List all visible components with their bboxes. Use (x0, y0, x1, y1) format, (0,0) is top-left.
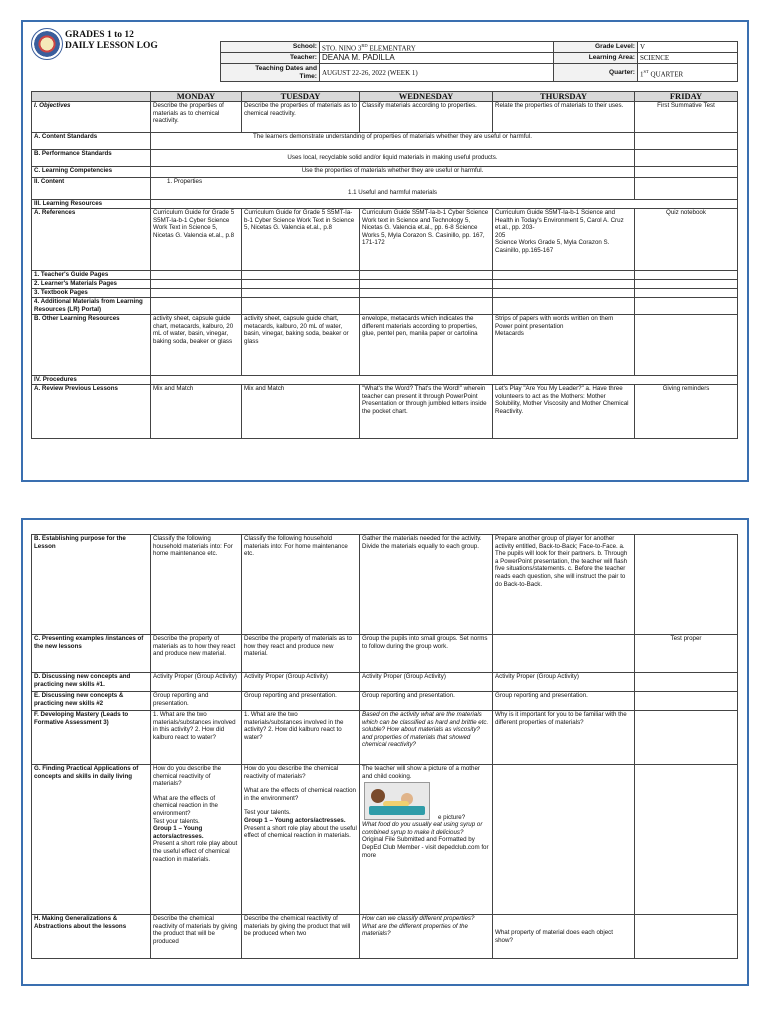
row-label: I. Objectives (32, 102, 151, 133)
cell-thursday: Curriculum Guide S5MT-Ia-b-1 Science and Health in Today's Environment 5, Carol A. Cruz et.al., pp. 203- 205 Science Works Grade 5, Myla Corazon S. Casinillo, pp.165-167 (493, 209, 635, 271)
competencies-row (32, 167, 738, 178)
day-header-blank (32, 92, 151, 102)
additional-materials-row (32, 298, 738, 315)
performance-standards-text: Uses local, recyclable solid and/or liquid materials in making useful products. (151, 150, 635, 167)
cell-tuesday: Mix and Match (242, 385, 360, 439)
cell-thursday: Let's Play "Are You My Leader?" a. Have three volunteers to act as the Mothers: Mother Solubility, Mother Viscosity and Mother Chemical Reactivity. (493, 385, 635, 439)
log-title (65, 30, 158, 52)
cell-tuesday: Describe the property of materials as to how they react and produce new material. (242, 635, 360, 673)
content-line-1: 1. Properties (167, 178, 203, 185)
generalizations-row (32, 915, 738, 959)
purpose-row (32, 535, 738, 635)
cell-monday: Describe the chemical reactivity of materials by giving the product that will be produced (151, 915, 242, 959)
content-standards-row (32, 133, 738, 150)
row-label: A. Review Previous Lessons (32, 385, 151, 439)
teaching-dates-label: Teaching Dates and Time: (221, 64, 320, 82)
review-row (32, 385, 738, 439)
school-value: STO. NINO 3RD ELEMENTARY (320, 42, 554, 53)
day-thursday: THURSDAY (493, 92, 635, 102)
cell-monday: activity sheet, capsule guide chart, metacards, kalburo, 20 mL of water, basin, vinegar, baking soda, beaker or glass (151, 315, 242, 376)
cell-tuesday: Describe the chemical reactivity of materials by giving the product that will be produced when two (242, 915, 360, 959)
cell-tuesday: Describe the properties of materials as to chemical reactivity. (242, 102, 360, 133)
procedures-row (32, 376, 738, 385)
cell-wednesday: Curriculum Guide S5MT-Ia-b-1 Cyber Science Work text in Science and Technology 5, Nicetas G. Valencia et.al., pp. 6-8 Science Works 5, Myla Corazon S. Casinillo, pp. 167, 171-172 (360, 209, 493, 271)
cell-tuesday: Group reporting and presentation. (242, 692, 360, 711)
learners-materials-row (32, 280, 738, 289)
grade-level-label: Grade Level: (554, 42, 638, 53)
cell-thursday: Relate the properties of materials to their uses. (493, 102, 635, 133)
cell-wednesday: How can we classify different properties? What are the different properties of the materials? (360, 915, 493, 959)
cell-thursday: Group reporting and presentation. (493, 692, 635, 711)
title-line-2: DAILY LESSON LOG (65, 41, 158, 51)
row-label: C. Presenting examples /instances of the new lessons (32, 635, 151, 673)
row-label: H. Making Generalizations & Abstractions about the lessons (32, 915, 151, 959)
cell-monday: Classify the following household materials into: For home maintenance etc. (151, 535, 242, 635)
row-label: C. Learning Competencies (32, 167, 151, 178)
cell-monday: Curriculum Guide for Grade 5 S5MT-Ia-b-1 Cyber Science Work Text in Science 5, Nicetas G. Valencia et.al., p.8 (151, 209, 242, 271)
quarter-value: 1ST QUARTER (638, 64, 738, 82)
row-label: 4. Additional Materials from Learning Resources (LR) Portal) (32, 298, 151, 315)
row-label: E. Discussing new concepts & practicing new skills #2 (32, 692, 151, 711)
discussing-1-row (32, 673, 738, 692)
cell-thursday: Activity Proper (Group Activity) (493, 673, 635, 692)
row-label: G. Finding Practical Applications of concepts and skills in daily living (32, 765, 151, 915)
day-monday: MONDAY (151, 92, 242, 102)
grade-level-value: V (638, 42, 738, 53)
page-2 (21, 518, 749, 986)
cell-wednesday: "What's the Word? That's the Word!" wherein teacher can present it through PowerPoint Presentation or through jumbled letters inside the pocket chart. (360, 385, 493, 439)
lesson-table-page-2 (31, 534, 738, 959)
mastery-row (32, 711, 738, 765)
school-label: School: (221, 42, 320, 53)
cell-wednesday: Group the pupils into small groups. Set norms to follow during the group work. (360, 635, 493, 673)
day-tuesday: TUESDAY (242, 92, 360, 102)
cell-wednesday: envelope, metacards which indicates the different materials according to properties, glue, pentel pen, manila paper or cartolina (360, 315, 493, 376)
cell-friday: First Summative Test (635, 102, 738, 133)
cell-thursday: What property of material does each object show? (493, 915, 635, 959)
title-line-1: GRADES 1 to 12 (65, 30, 134, 40)
lesson-table-page-1 (31, 91, 738, 439)
teachers-guide-row (32, 271, 738, 280)
cell-monday: 1. What are the two materials/substances involved in this activity? 2. How did kalburo react to water? (151, 711, 242, 765)
presenting-row (32, 635, 738, 673)
row-label: F. Developing Mastery (Leads to Formative Assessment 3) (32, 711, 151, 765)
other-resources-row (32, 315, 738, 376)
teaching-dates-value: AUGUST 22-26, 2022 (WEEK 1) (320, 64, 554, 82)
objectives-row (32, 102, 738, 133)
row-label: A. Content Standards (32, 133, 151, 150)
quarter-label: Quarter: (554, 64, 638, 82)
cell-thursday: Prepare another group of player for another activity entitled, Back-to-Back; Face-to-Face. a. The pupils will look for their partners. b. Through a PowerPoint presentation, the teacher will flash five situations/statements. c. Before the teacher reads each question, she will instruct the pair to do Back-to-Back. (493, 535, 635, 635)
row-label: 1. Teacher's Guide Pages (32, 271, 151, 280)
row-label: III. Learning Resources (32, 200, 151, 209)
content-line-2: 1.1 Useful and harmful materials (347, 188, 438, 196)
page-1 (21, 20, 749, 482)
cell-wednesday: Group reporting and presentation. (360, 692, 493, 711)
cell-tuesday: Curriculum Guide for Grade 5 S5MT-Ia-b-1 Cyber Science Work Text in Science 5, Nicetas G. Valencia et.al., p.8 (242, 209, 360, 271)
row-label: IV. Procedures (32, 376, 151, 385)
cell-friday: Test proper (635, 635, 738, 673)
cell-thursday: Strips of papers with words written on them Power point presentation Metacards (493, 315, 635, 376)
cell-wednesday: Based on the activity what are the materials which can be classified as hard and brittle etc. soluble? How about materials as viscosity? and properties of materials that showed chemical reactivity? (360, 711, 493, 765)
learning-area-value: SCIENCE (638, 53, 738, 64)
cell-friday: Giving reminders (635, 385, 738, 439)
teacher-value: DEANA M. PADILLA (320, 53, 554, 64)
cell-monday: Describe the properties of materials as to chemical reactivity. (151, 102, 242, 133)
cell-wednesday: Classify materials according to properties. (360, 102, 493, 133)
discussing-2-row (32, 692, 738, 711)
cell-monday: Group reporting and presentation. (151, 692, 242, 711)
cell-monday: Describe the property of materials as to how they react and produce new material. (151, 635, 242, 673)
row-label: D. Discussing new concepts and practicing new skills #1. (32, 673, 151, 692)
cell-tuesday: Activity Proper (Group Activity) (242, 673, 360, 692)
cell-wednesday: Activity Proper (Group Activity) (360, 673, 493, 692)
cell-friday: Quiz notebook (635, 209, 738, 271)
cell-tuesday: How do you describe the chemical reactivity of materials? What are the effects of chemical reaction in the environment? Test your talents. Group 1 – Young actors/actresses. Present a short role play about the useful effect of chemical reaction in materials. (242, 765, 360, 915)
header-info-table (220, 41, 738, 82)
content-standards-text: The learners demonstrate understanding of properties of materials whether they are useful or harmful. (151, 133, 635, 150)
cell-monday: Mix and Match (151, 385, 242, 439)
textbook-row (32, 289, 738, 298)
teacher-label: Teacher: (221, 53, 320, 64)
references-row (32, 209, 738, 271)
row-label: A. References (32, 209, 151, 271)
row-label: B. Establishing purpose for the Lesson (32, 535, 151, 635)
cell-monday: Activity Proper (Group Activity) (151, 673, 242, 692)
row-label: B. Other Learning Resources (32, 315, 151, 376)
deped-seal-icon (31, 28, 63, 60)
cell-tuesday: 1. What are the two materials/substances involved in the activity? 2. How did kalburo react to water? (242, 711, 360, 765)
row-label: II. Content (32, 178, 151, 200)
day-friday: FRIDAY (635, 92, 738, 102)
learning-area-label: Learning Area: (554, 53, 638, 64)
competencies-text: Use the properties of materials whether they are useful or harmful. (151, 167, 635, 178)
day-wednesday: WEDNESDAY (360, 92, 493, 102)
row-label: B. Performance Standards (32, 150, 151, 167)
row-label: 3. Textbook Pages (32, 289, 151, 298)
performance-standards-row (32, 150, 738, 167)
content-row (32, 178, 738, 200)
cell-wednesday: The teacher will show a picture of a mother and child cooking. e picture? What food do you usually eat using syrup or combined syrup to make it delicious? Original File Submitted and Formatted by DepEd Club Member - visit depedclub.com for more (360, 765, 493, 915)
day-header-row (32, 92, 738, 102)
practical-row (32, 765, 738, 915)
cell-tuesday: activity sheet, capsule guide chart, metacards, kalburo, 20 mL of water, basin, vinegar, baking soda, beaker or glass (242, 315, 360, 376)
content-text (151, 178, 635, 200)
cell-thursday: Why is it important for you to be familiar with the different properties of materials? (493, 711, 635, 765)
row-label: 2. Learner's Materials Pages (32, 280, 151, 289)
resources-row (32, 200, 738, 209)
cell-monday: How do you describe the chemical reactivity of materials? What are the effects of chemical reaction in the environment? Test your talents. Group 1 – Young actors/actresses. Present a short role play about the useful effect of chemical reaction in materials. (151, 765, 242, 915)
mother-child-cooking-image (364, 782, 430, 820)
cell-tuesday: Classify the following household materials into: For home maintenance etc. (242, 535, 360, 635)
cell-wednesday: Gather the materials needed for the activity. Divide the materials equally to each group. (360, 535, 493, 635)
